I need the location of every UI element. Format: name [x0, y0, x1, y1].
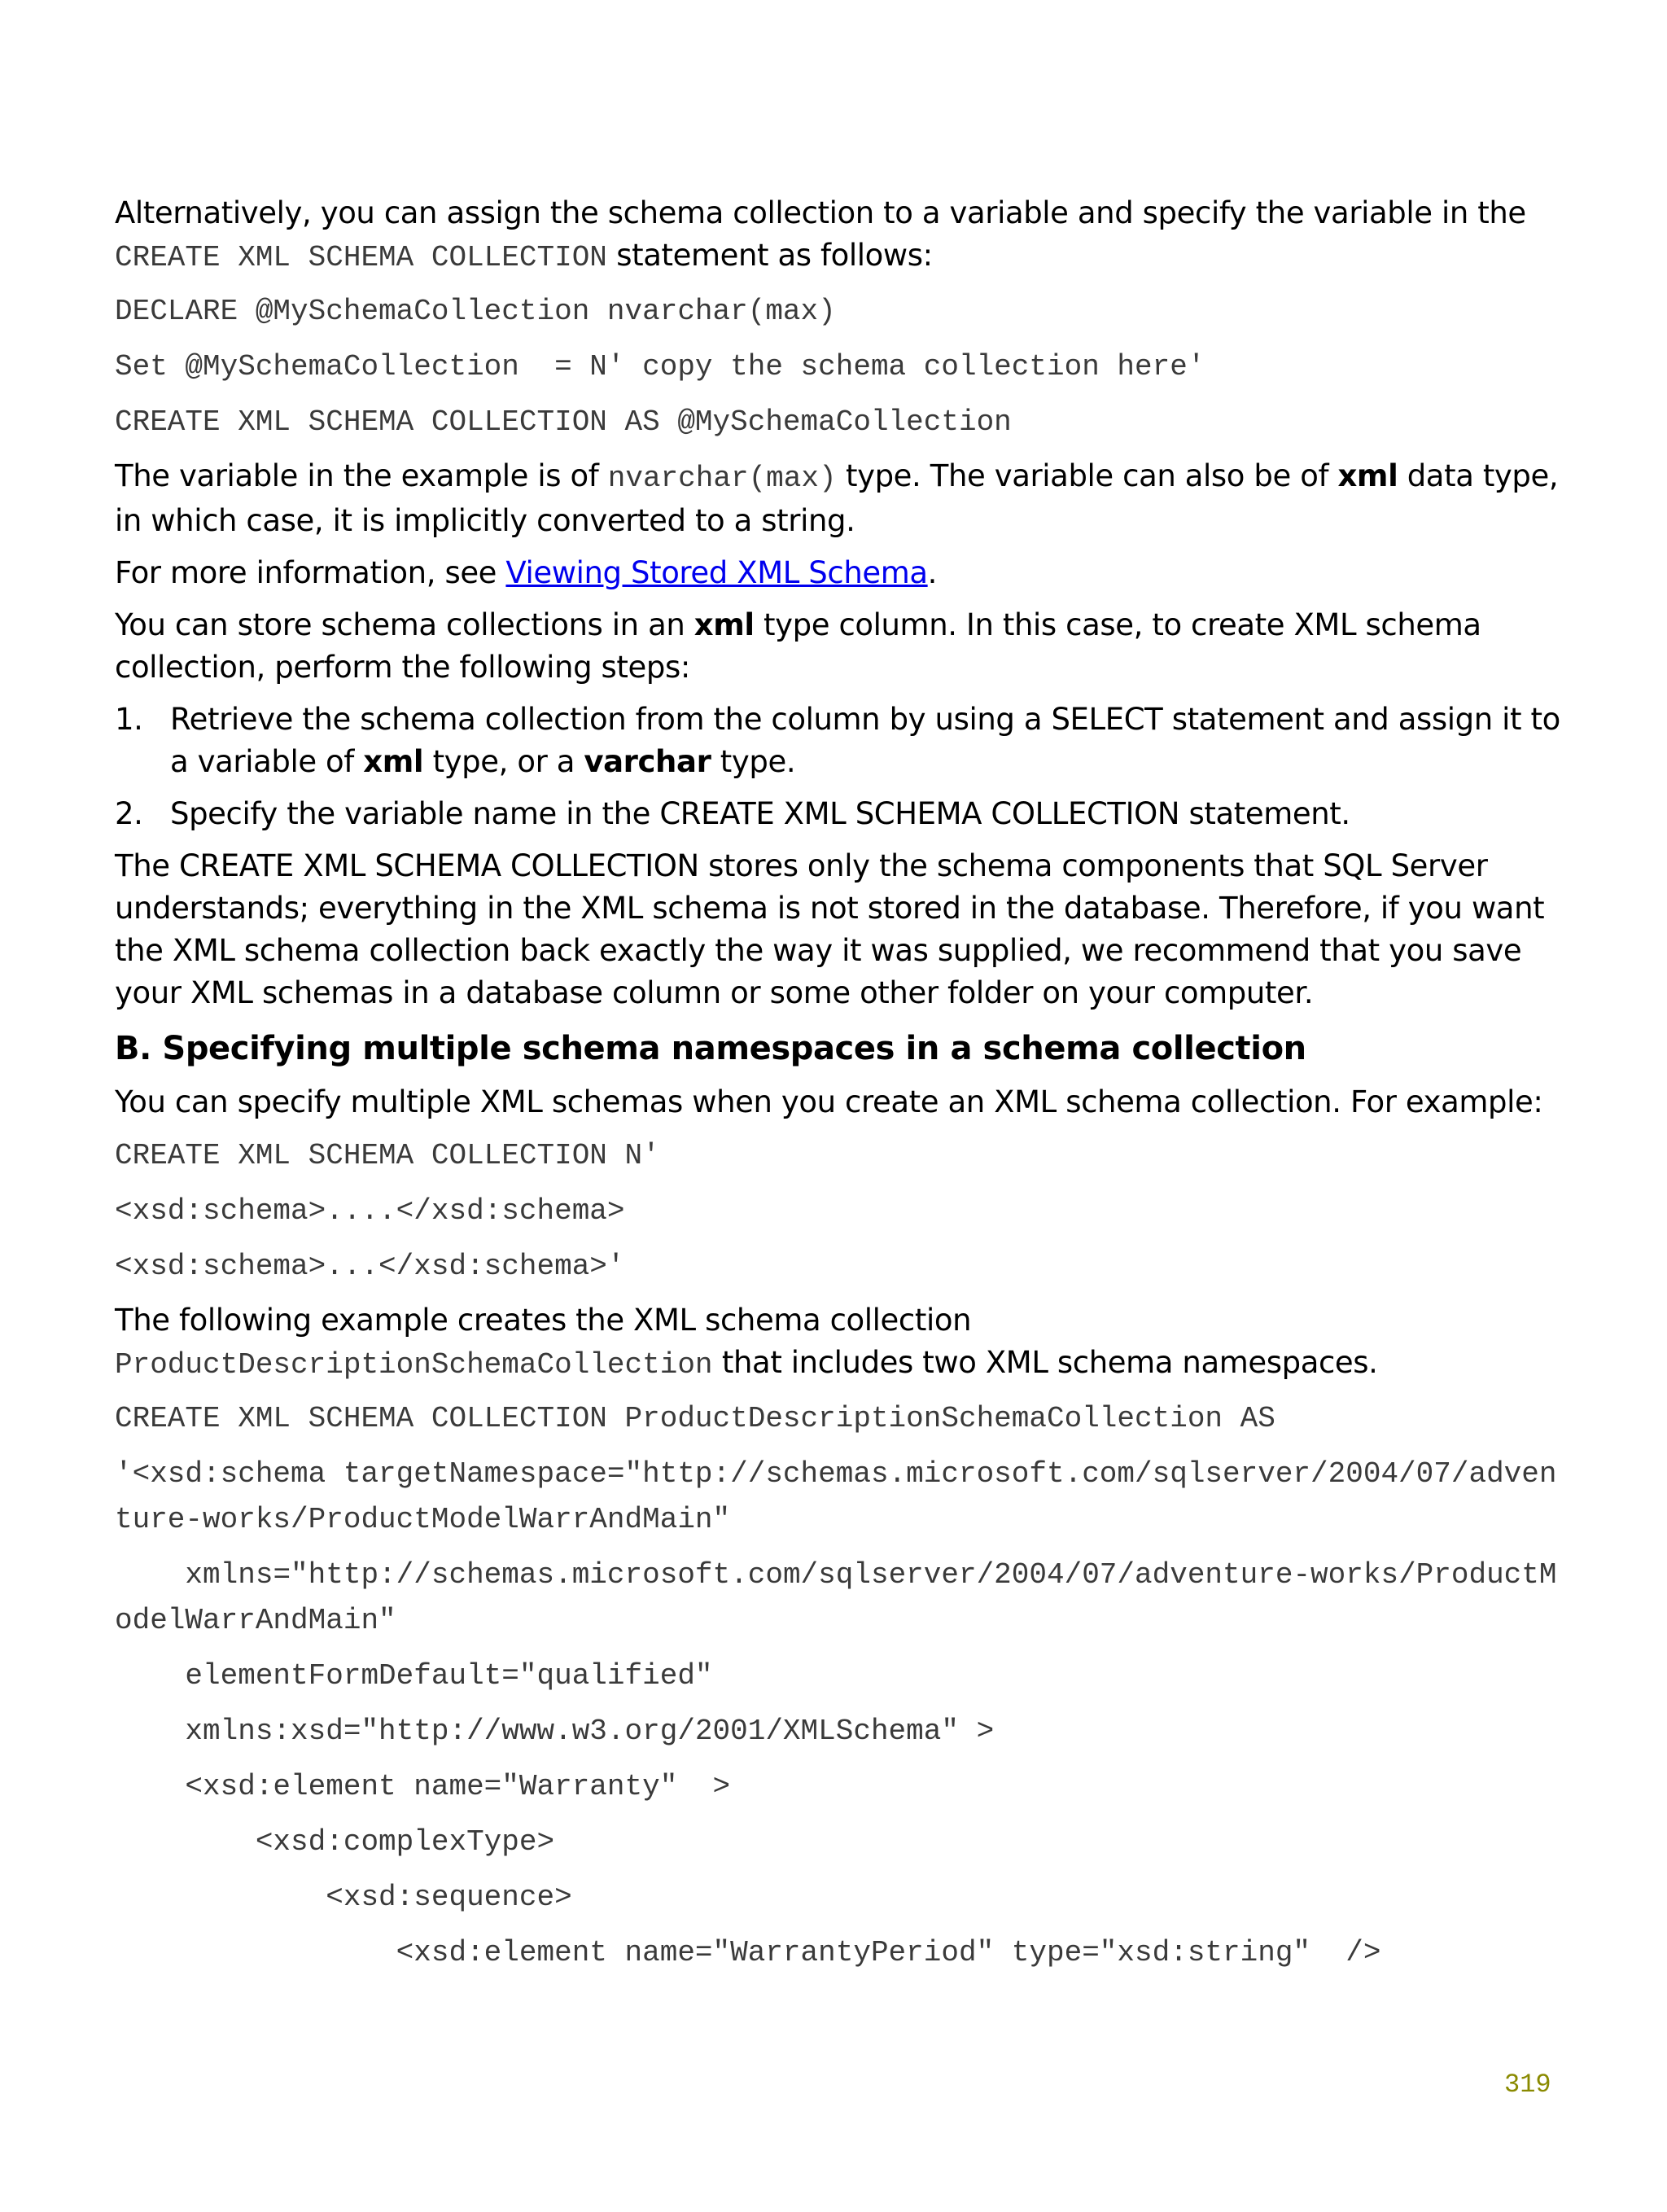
text: statement as follows:: [606, 238, 933, 273]
paragraph-variable-type: [115, 455, 1564, 542]
text: .: [927, 555, 938, 590]
bold-term: varchar: [584, 744, 711, 779]
text: You can store schema collections in an: [115, 607, 694, 642]
code-line: <xsd:schema>....</xsd:schema>: [115, 1194, 625, 1228]
paragraph-more-info: [115, 552, 1564, 594]
inline-code: nvarchar(max): [607, 462, 837, 495]
inline-code: ProductDescriptionSchemaCollection: [115, 1348, 713, 1382]
code-line: DECLARE @MySchemaCollection nvarchar(max): [115, 295, 836, 328]
code-line: elementFormDefault="qualified": [115, 1659, 713, 1693]
code-line: CREATE XML SCHEMA COLLECTION AS @MySchemaCollection: [115, 405, 1012, 439]
bold-term: xml: [693, 607, 755, 642]
code-line: <xsd:schema>...</xsd:schema>': [115, 1250, 625, 1283]
list-text: Specify the variable name in the CREATE XML SCHEMA COLLECTION statement.: [170, 796, 1350, 831]
code-line: xmlns:xsd="http://www.w3.org/2001/XMLSchema" >: [115, 1715, 995, 1748]
page-number: 319: [1504, 2070, 1551, 2100]
bold-term: xml: [363, 744, 424, 779]
list-item: [115, 793, 1564, 835]
text: that includes two XML schema namespaces.: [712, 1345, 1378, 1380]
bold-term: xml: [1337, 458, 1398, 493]
code-line: <xsd:sequence>: [115, 1881, 572, 1914]
text: The variable in the example is of: [115, 458, 608, 493]
paragraph-multiple-schemas: You can specify multiple XML schemas when you create an XML schema collection. For example:: [115, 1084, 1543, 1119]
code-line: Set @MySchemaCollection = N' copy the schema collection here': [115, 350, 1205, 383]
code-line: xmlns="http://schemas.microsoft.com/sqlserver/2004/07/adventure-works/ProductModelWarrAndMain": [115, 1558, 1557, 1637]
steps-list: [115, 699, 1564, 835]
text: type, or a: [423, 744, 584, 779]
text: type. The variable can also be of: [836, 458, 1338, 493]
code-line: <xsd:complexType>: [115, 1825, 555, 1859]
list-number: 1.: [115, 702, 143, 737]
text: For more information, see: [115, 555, 506, 590]
viewing-stored-xml-schema-link[interactable]: Viewing Stored XML Schema: [505, 555, 928, 590]
text: type column. In this case, to create XML schema collection, perform the following steps:: [115, 607, 1481, 685]
section-heading: B. Specifying multiple schema namespaces in a schema collection: [115, 1030, 1306, 1067]
text: The following example creates the XML schema collection: [115, 1303, 972, 1338]
paragraph-intro: [115, 192, 1564, 279]
code-line: '<xsd:schema targetNamespace="http://schemas.microsoft.com/sqlserver/2004/07/adventure-works/ProductModelWarrAndMain": [115, 1457, 1557, 1536]
text: Alternatively, you can assign the schema collection to a variable and specify the variable in the: [115, 195, 1526, 230]
code-line: <xsd:element name="WarrantyPeriod" type="xsd:string" />: [115, 1936, 1381, 1969]
code-line: CREATE XML SCHEMA COLLECTION ProductDescriptionSchemaCollection AS: [115, 1402, 1275, 1435]
list-item: [115, 699, 1564, 783]
inline-code: CREATE XML SCHEMA COLLECTION: [115, 241, 607, 274]
paragraph-store-collections: [115, 604, 1564, 689]
paragraph-example-collection: [115, 1299, 1564, 1386]
text: data type, in which case, it is implicitly converted to a string.: [115, 458, 1559, 538]
list-text: [170, 699, 1564, 783]
page-content: [115, 192, 1564, 1986]
list-number: 2.: [115, 796, 143, 831]
text: type.: [711, 744, 796, 779]
code-line: CREATE XML SCHEMA COLLECTION N': [115, 1139, 660, 1172]
text: Retrieve the schema collection from the column by using a SELECT statement and assign it to a variable of: [170, 702, 1560, 779]
paragraph-stores-components: The CREATE XML SCHEMA COLLECTION stores only the schema components that SQL Server understands; everything in the XML schema is not stored in the database. Therefore, if you want the XML schema collection back exactly the way it was supplied, we recommend that you save your XML schemas in a database column or some other folder on your computer.: [115, 848, 1545, 1010]
code-line: <xsd:element name="Warranty" >: [115, 1770, 731, 1803]
